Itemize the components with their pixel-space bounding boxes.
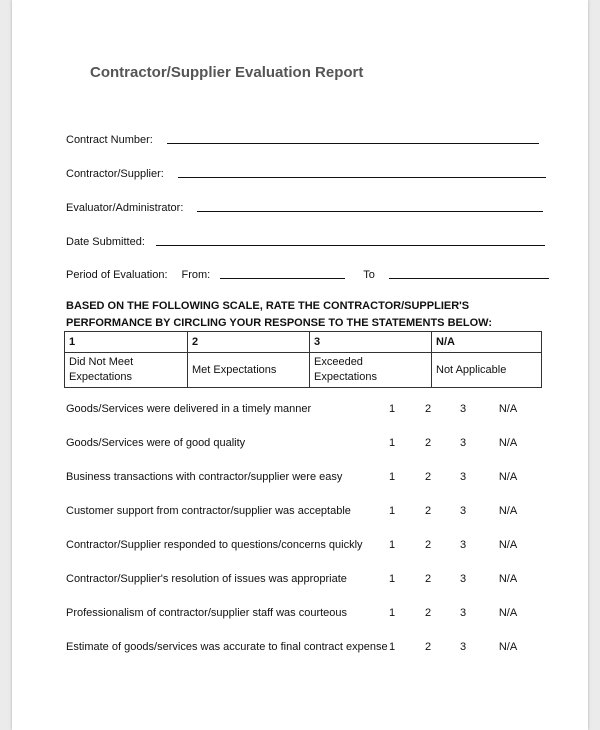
rating-option-3[interactable]: 3 (459, 539, 467, 551)
statement-text: Business transactions with contractor/supplier were easy (66, 471, 343, 483)
rating-option-3[interactable]: 3 (459, 607, 467, 619)
evaluator-label: Evaluator/Administrator: (66, 202, 184, 214)
rating-option-na[interactable]: N/A (498, 505, 518, 517)
rating-option-na[interactable]: N/A (498, 641, 518, 653)
from-label: From: (181, 269, 211, 281)
scale-description-cell: Not Applicable (432, 353, 542, 388)
rating-option-3[interactable]: 3 (459, 641, 467, 653)
rating-option-3[interactable]: 3 (459, 471, 467, 483)
rating-option-1[interactable]: 1 (388, 505, 396, 517)
evaluator-field[interactable] (66, 196, 543, 214)
instructions-text: BASED ON THE FOLLOWING SCALE, RATE THE CONTRACTOR/SUPPLIER'S PERFORMANCE BY CIRCLING YOUR RESPONSE TO THE STATEMENTS BELOW: (66, 300, 492, 329)
contract-number-field[interactable] (66, 128, 539, 146)
statement-text: Estimate of goods/services was accurate to final contract expense (66, 641, 388, 653)
statement-row (66, 403, 546, 437)
scale-header-cell: N/A (432, 332, 542, 353)
rating-option-na[interactable]: N/A (498, 607, 518, 619)
rating-option-2[interactable]: 2 (424, 539, 432, 551)
statement-row (66, 471, 546, 505)
statement-list (66, 403, 546, 675)
rating-option-3[interactable]: 3 (459, 505, 467, 517)
statement-row (66, 437, 546, 471)
scale-description-cell: Did Not Meet Expectations (65, 353, 188, 388)
statement-row (66, 641, 546, 675)
document-page (12, 0, 588, 730)
date-submitted-line[interactable] (156, 245, 545, 246)
report-title: Contractor/Supplier Evaluation Report (90, 64, 364, 81)
rating-option-2[interactable]: 2 (424, 403, 432, 415)
scale-header-cell: 2 (188, 332, 310, 353)
rating-option-3[interactable]: 3 (459, 403, 467, 415)
rating-option-2[interactable]: 2 (424, 573, 432, 585)
date-submitted-field[interactable] (66, 230, 545, 248)
rating-option-na[interactable]: N/A (498, 437, 518, 449)
rating-option-1[interactable]: 1 (388, 607, 396, 619)
contractor-supplier-line[interactable] (178, 177, 546, 178)
statement-text: Contractor/Supplier's resolution of issues was appropriate (66, 573, 347, 585)
statement-text: Contractor/Supplier responded to questions/concerns quickly (66, 539, 363, 551)
rating-option-2[interactable]: 2 (424, 437, 432, 449)
rating-option-1[interactable]: 1 (388, 641, 396, 653)
rating-option-1[interactable]: 1 (388, 403, 396, 415)
scale-header-cell: 1 (65, 332, 188, 353)
scale-header-row (65, 332, 542, 353)
scale-description-cell: Met Expectations (188, 353, 310, 388)
statement-row (66, 573, 546, 607)
rating-option-na[interactable]: N/A (498, 471, 518, 483)
to-label: To (363, 269, 375, 281)
scale-description-cell: Exceeded Expectations (310, 353, 432, 388)
statement-text: Goods/Services were delivered in a timely manner (66, 403, 312, 415)
rating-option-1[interactable]: 1 (388, 471, 396, 483)
statement-row (66, 505, 546, 539)
rating-option-na[interactable]: N/A (498, 403, 518, 415)
statement-row (66, 607, 546, 641)
period-label: Period of Evaluation: (66, 269, 168, 281)
contractor-supplier-label: Contractor/Supplier: (66, 168, 164, 180)
rating-option-na[interactable]: N/A (498, 573, 518, 585)
period-field (66, 263, 549, 281)
statement-row (66, 539, 546, 573)
contractor-supplier-field[interactable] (66, 162, 546, 180)
to-line[interactable] (389, 278, 549, 279)
rating-option-1[interactable]: 1 (388, 437, 396, 449)
scale-description-row (65, 353, 542, 388)
rating-option-3[interactable]: 3 (459, 573, 467, 585)
statement-text: Professionalism of contractor/supplier staff was courteous (66, 607, 348, 619)
rating-option-na[interactable]: N/A (498, 539, 518, 551)
rating-option-2[interactable]: 2 (424, 505, 432, 517)
contract-number-label: Contract Number: (66, 134, 153, 146)
rating-option-1[interactable]: 1 (388, 539, 396, 551)
rating-option-2[interactable]: 2 (424, 641, 432, 653)
evaluator-line[interactable] (197, 211, 543, 212)
date-submitted-label: Date Submitted: (66, 236, 145, 248)
statement-text: Customer support from contractor/supplier was acceptable (66, 505, 351, 517)
from-line[interactable] (220, 278, 345, 279)
rating-option-1[interactable]: 1 (388, 573, 396, 585)
statement-text: Goods/Services were of good quality (66, 437, 246, 449)
rating-scale-table (64, 331, 542, 388)
contract-number-line[interactable] (167, 143, 539, 144)
rating-option-2[interactable]: 2 (424, 607, 432, 619)
scale-header-cell: 3 (310, 332, 432, 353)
rating-option-3[interactable]: 3 (459, 437, 467, 449)
rating-option-2[interactable]: 2 (424, 471, 432, 483)
